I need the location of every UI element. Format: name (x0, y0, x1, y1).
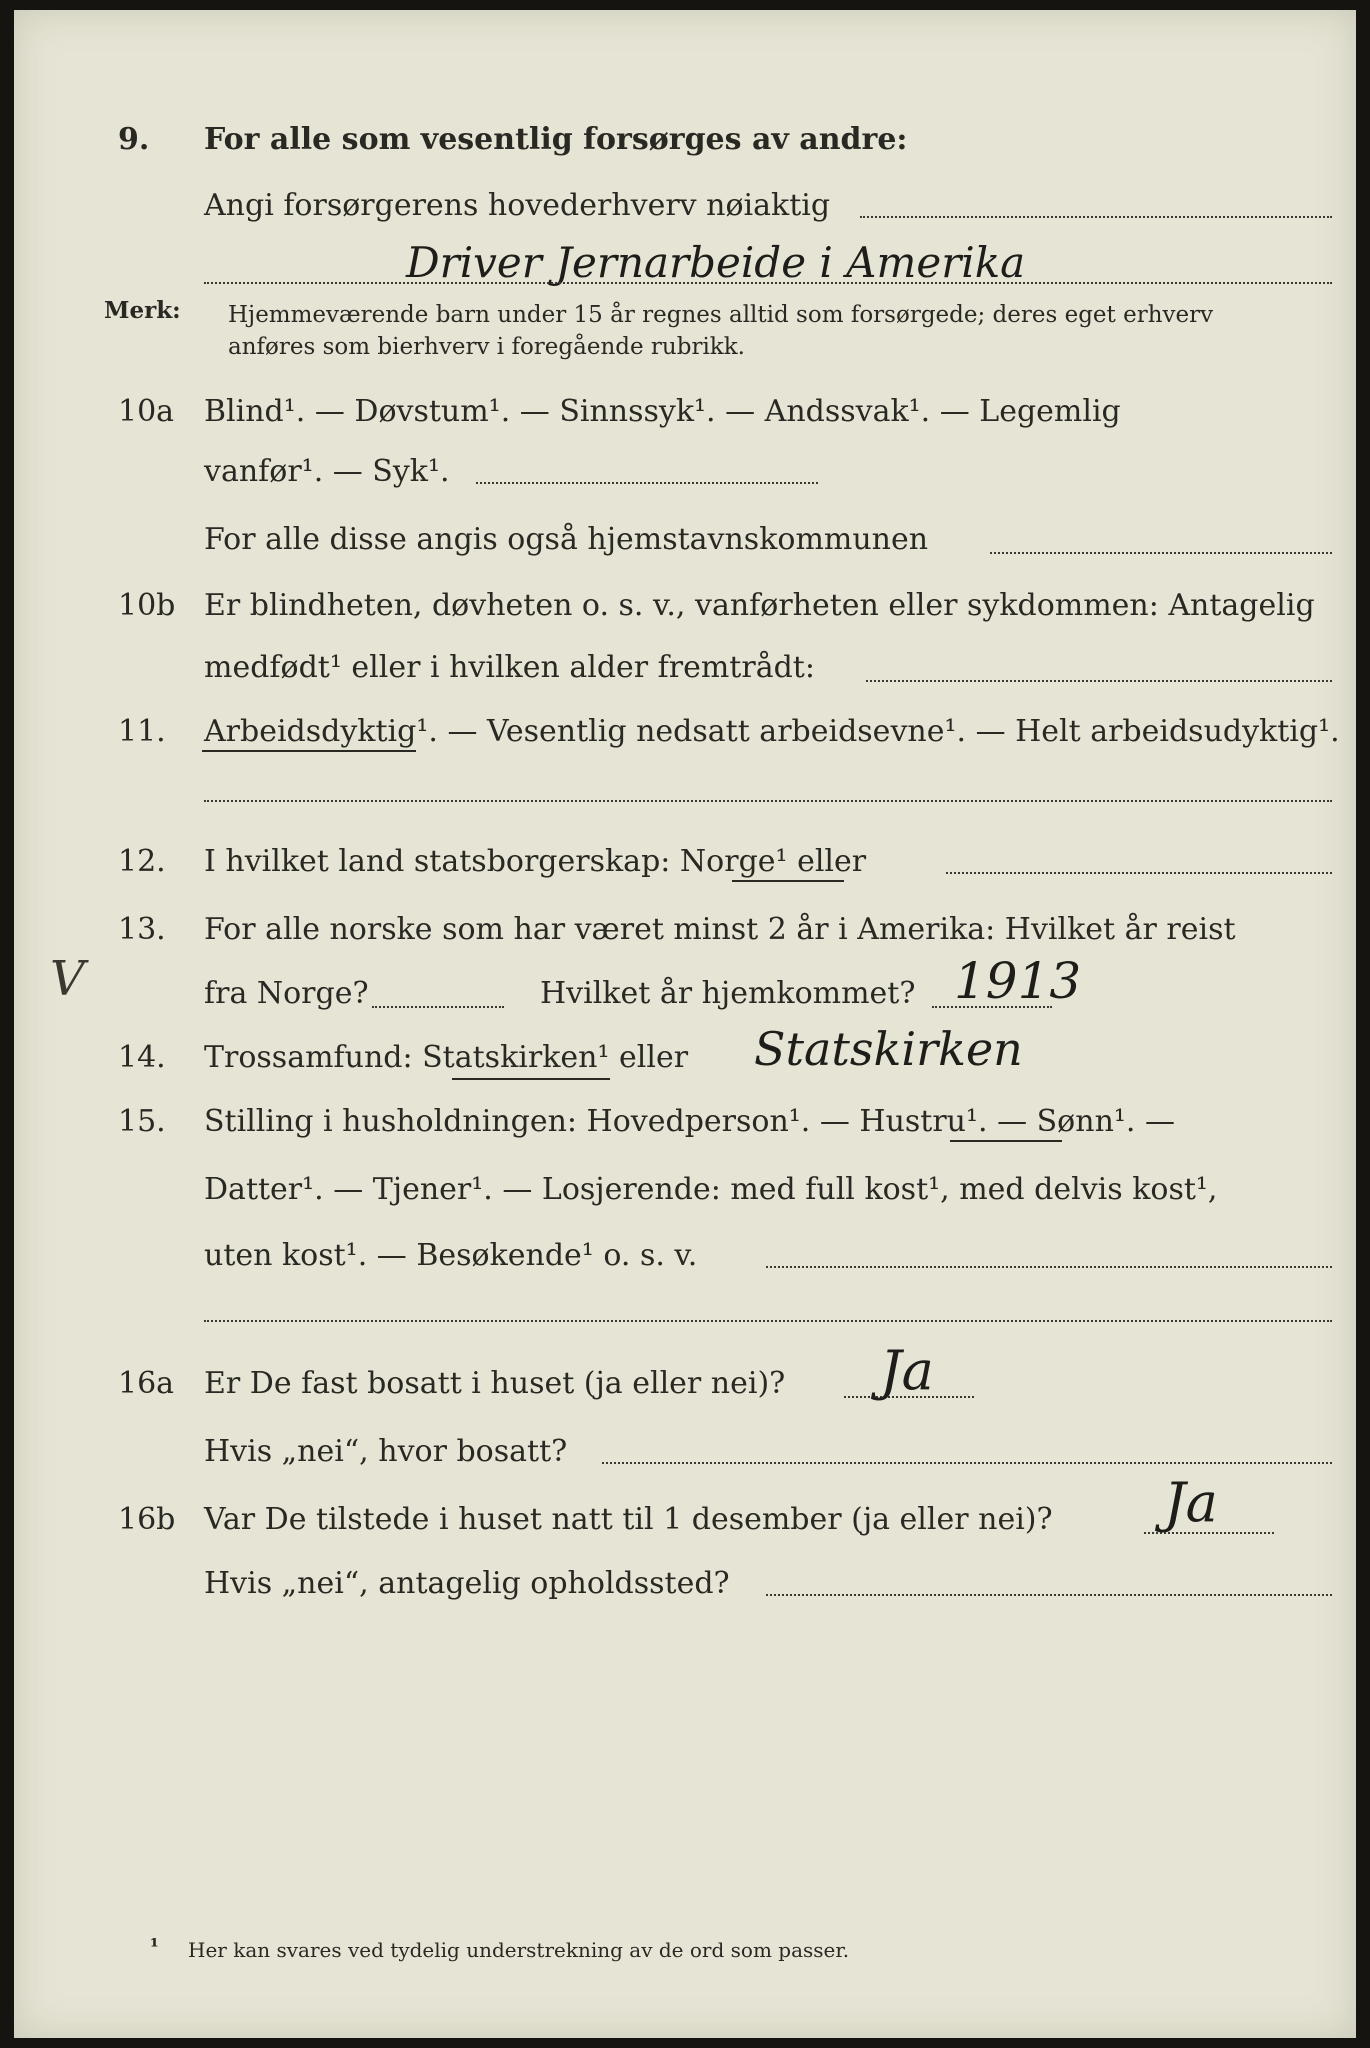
q9-title: For alle som vesentlig forsørges av andre: (204, 122, 908, 157)
q10a-syk-line (476, 482, 818, 484)
q13-line-1: For alle norske som har været minst 2 år i Amerika: Hvilket år reist (204, 912, 1236, 947)
q13-margin-mark: V (50, 951, 85, 1007)
q9-answer-line-2 (204, 282, 1332, 284)
q15-line-2: Datter¹. — Tjener¹. — Losjerende: med full kost¹, med delvis kost¹, (204, 1172, 1218, 1207)
q16a-line-1: Er De fast bosatt i huset (ja eller nei)? (204, 1366, 786, 1401)
q10a-line-1: Blind¹. — Døvstum¹. — Sinnssyk¹. — Andssvak¹. — Legemlig (204, 394, 1121, 429)
merk-text-1: Hjemmeværende barn under 15 år regnes alltid som forsørgede; deres eget erhverv (228, 302, 1214, 328)
q10b-answer-line (866, 680, 1332, 682)
footnote-text: Her kan svares ved tydelig understrekning av de ord som passer. (188, 1938, 850, 1962)
q10b-line-1: Er blindheten, døvheten o. s. v., vanførheten eller sykdommen: Antagelig (204, 588, 1315, 623)
q12-answer-line (946, 872, 1332, 874)
q12-number: 12. (118, 844, 166, 879)
q16b-line-1: Var De tilstede i huset natt til 1 desember (ja eller nei)? (204, 1502, 1053, 1537)
q16b-line-2: Hvis „nei“, antagelig opholdssted? (204, 1566, 730, 1601)
q14-line-1: Trossamfund: Statskirken¹ eller (204, 1040, 689, 1075)
q16b-handwritten-answer: Ja (1164, 1471, 1218, 1534)
q9-handwritten-answer: Driver Jernarbeide i Amerika (406, 238, 1026, 287)
q9-prompt: Angi forsørgerens hovederhverv nøiaktig (204, 188, 831, 223)
q9-number: 9. (118, 122, 150, 157)
q13-line-2a: fra Norge? (204, 976, 369, 1011)
q11-line-1: Arbeidsdyktig¹. — Vesentlig nedsatt arbeidsevne¹. — Helt arbeidsudyktig¹. (204, 714, 1340, 749)
q12-underline-norge (732, 880, 844, 882)
q9-answer-line-1 (860, 216, 1332, 218)
q15-underline-hustru (950, 1140, 1062, 1142)
merk-text-2: anføres som bierhverv i foregående rubrikk. (228, 334, 745, 360)
merk-label: Merk: (104, 297, 181, 324)
q13-number: 13. (118, 912, 166, 947)
q13-handwritten-year: 1913 (954, 952, 1082, 1010)
q16a-line-2: Hvis „nei“, hvor bosatt? (204, 1434, 568, 1469)
q11-underline-arbeidsdyktig (202, 750, 416, 752)
q16b-number: 16b (118, 1502, 176, 1537)
q14-underline-statskirken (452, 1078, 610, 1080)
q16a-bosatt-line (602, 1462, 1332, 1464)
q12-line-1: I hvilket land statsborgerskap: Norge¹ eller (204, 844, 867, 879)
q10a-number: 10a (118, 394, 175, 429)
q15-answer-line-1 (766, 1266, 1332, 1268)
q16a-handwritten-answer: Ja (880, 1339, 934, 1402)
q16a-number: 16a (118, 1366, 175, 1401)
q15-number: 15. (118, 1104, 166, 1139)
q11-number: 11. (118, 714, 166, 749)
q15-line-1: Stilling i husholdningen: Hovedperson¹. — Hustru¹. — Sønn¹. — (204, 1104, 1175, 1139)
q16b-opholdssted-line (766, 1594, 1332, 1596)
q14-handwritten-answer: Statskirken (754, 1022, 1023, 1076)
q11-answer-line (204, 800, 1332, 802)
footnote-mark: ¹ (150, 1934, 159, 1958)
q13-line-2b: Hvilket år hjemkommet? (540, 976, 916, 1011)
q10a-line-3: For alle disse angis også hjemstavnskommunen (204, 522, 929, 557)
q10a-line-2: vanfør¹. — Syk¹. (204, 454, 450, 489)
census-form-page (14, 10, 1356, 2038)
q13-reist-line (372, 1006, 504, 1008)
q15-answer-line-2 (204, 1320, 1332, 1322)
q15-line-3: uten kost¹. — Besøkende¹ o. s. v. (204, 1238, 698, 1273)
q10b-number: 10b (118, 588, 176, 623)
q10b-line-2: medfødt¹ eller i hvilken alder fremtrådt: (204, 650, 815, 685)
q14-number: 14. (118, 1040, 166, 1075)
q10a-hjemstavn-line (990, 552, 1332, 554)
